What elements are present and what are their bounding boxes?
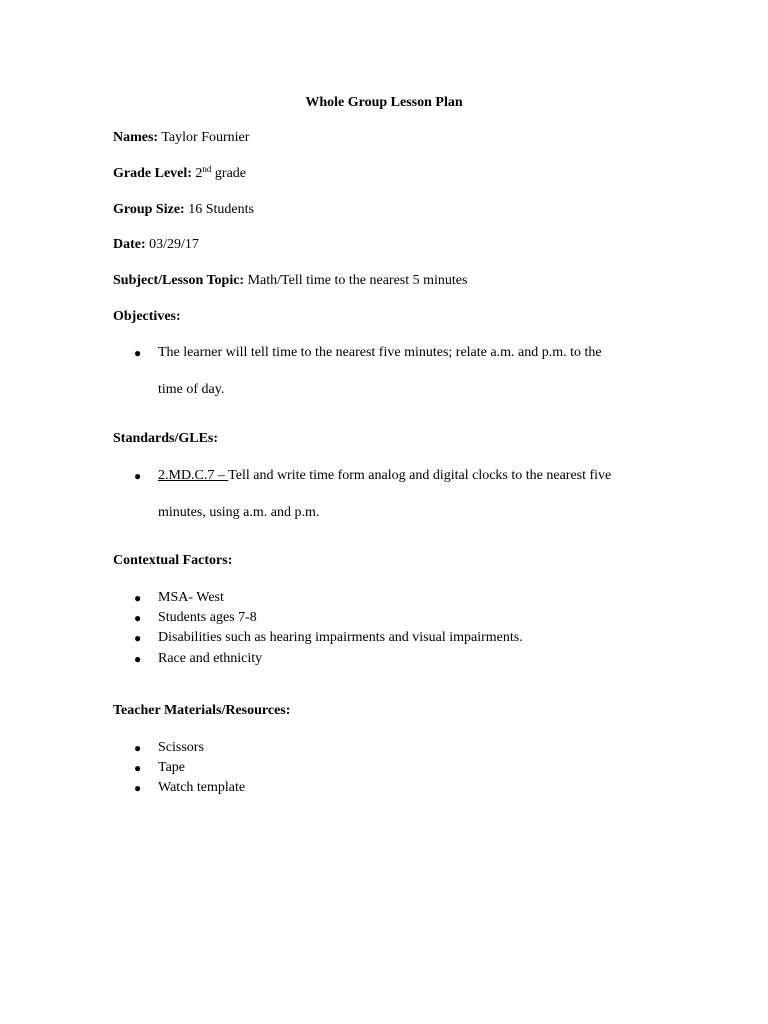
materials-heading: Teacher Materials/Resources: [113,703,291,718]
names-value: Taylor Fournier [161,130,250,145]
subject-field [113,271,467,291]
subject-label: Subject/Lesson Topic: [113,273,245,288]
materials-item: Watch template [158,780,246,795]
standards-heading: Standards/GLEs: [113,431,219,446]
materials-item: Tape [158,760,186,775]
date-field [113,235,199,255]
group-size-label: Group Size: [113,202,185,217]
bullet-icon: ● [134,781,142,795]
contextual-item: Race and ethnicity [158,651,263,666]
bullet-icon: ● [134,761,142,775]
grade-level-label: Grade Level: [113,166,192,181]
objectives-heading: Objectives: [113,309,181,324]
bullet-icon: ● [134,611,142,625]
names-label: Names: [113,130,159,145]
bullet-icon: ● [134,741,142,755]
standard-code: 2.MD.C.7 – [158,468,229,483]
grade-level-word: grade [214,166,247,181]
standard-text: Tell and write time form analog and digital clocks to the nearest five [228,468,612,483]
group-size-value: 16 Students [188,202,254,217]
objective-line-1: The learner will tell time to the nearest five minutes; relate a.m. and p.m. to the [158,345,602,360]
standard-line-2: minutes, using a.m. and p.m. [158,505,320,520]
bullet-icon: ● [134,652,142,666]
bullet-icon: ● [134,469,142,483]
subject-value: Math/Tell time to the nearest 5 minutes [247,273,468,288]
contextual-item: MSA- West [158,590,224,605]
bullet-icon: ● [134,631,142,645]
grade-level-number: 2 [195,166,203,181]
objective-line-2: time of day. [158,382,225,397]
grade-level-suffix: nd [202,164,212,174]
bullet-icon: ● [134,591,142,605]
bullet-icon: ● [134,346,142,360]
contextual-item: Disabilities such as hearing impairments and visual impairments. [158,630,523,645]
materials-item: Scissors [158,740,204,755]
contextual-heading: Contextual Factors: [113,553,233,568]
names-field [113,128,249,148]
document-title: Whole Group Lesson Plan [305,95,463,110]
grade-level-field [113,164,246,184]
group-size-field [113,200,254,220]
date-value: 03/29/17 [149,237,199,252]
contextual-item: Students ages 7-8 [158,610,257,625]
standard-line-1 [158,466,611,486]
date-label: Date: [113,237,146,252]
